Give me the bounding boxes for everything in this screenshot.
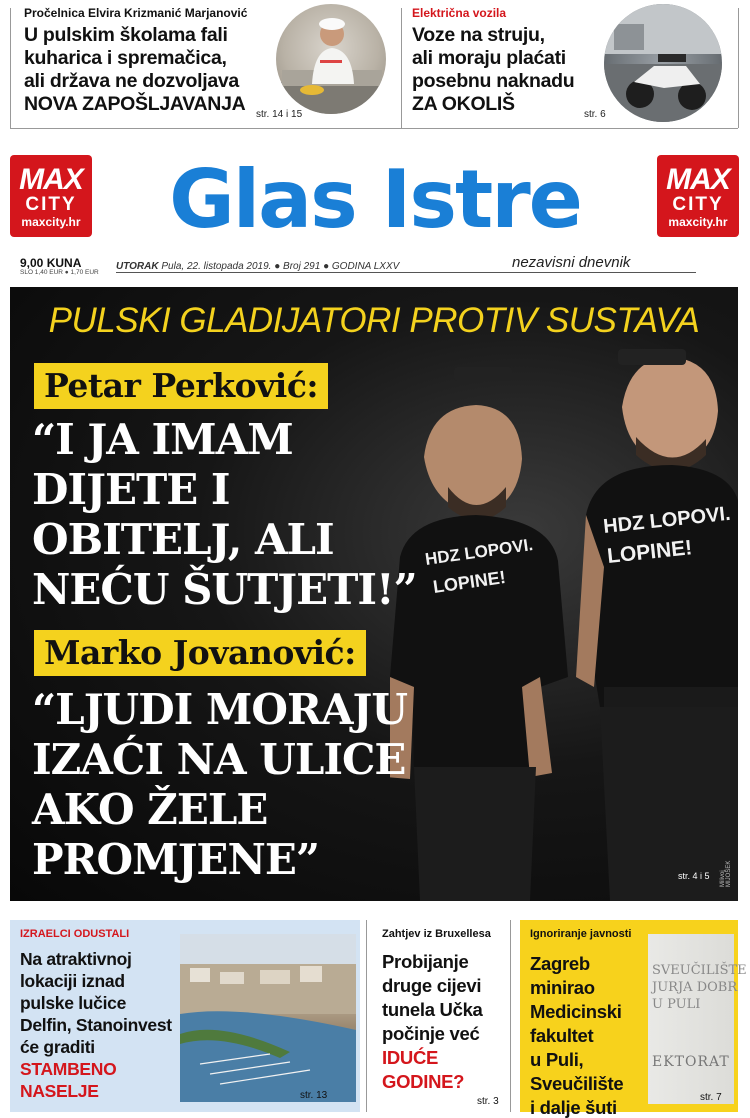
shirt-slogan-right-1: HDZ LOPOVI. [602,502,732,538]
main-story[interactable] [10,287,738,901]
teaser-headline: U pulskim školama fali kuharica i spremačica, ali država ne dozvoljava NOVA ZAPOŠLJAVANJA [24,24,246,115]
dateline-details: Pula, 22. listopada 2019. ● Broj 291 ● GODINA LXXV [158,261,400,272]
story-ucka-tunnel[interactable] [372,920,502,1112]
teaser-page-ref: str. 6 [584,109,606,120]
person-right [576,349,738,901]
teaser-page-ref: str. 14 i 15 [256,109,303,120]
column-divider [10,8,11,128]
story-headline: Probijanje druge cijevi tunela Učka počinje već IDUĆE GODINE? [382,951,483,1092]
teaser-kicker: Električna vozila [412,6,507,20]
story-headline: Zagreb minirao Medicinski fakultet u Puli, Sveučilište i dalje šuti [530,953,624,1118]
main-page-ref: str. 4 i 5 [678,871,710,881]
teaser-headline: Voze na struju, ali moraju plaćati posebnu naknadu ZA OKOLIŠ [412,24,575,115]
column-divider [738,8,739,128]
photo-credit: Milivoj MIJOŠEK [720,860,732,887]
marina-aerial-photo [180,934,356,1102]
cook-photo [276,4,386,114]
shirt-slogan-left-2: LOPINE! [431,566,507,597]
price: 9,00 KUNA [20,256,82,270]
shirt-slogan-left-1: HDZ LOPOVI. [423,535,535,569]
story-kicker: Zahtjev iz Bruxellesa [382,928,491,940]
top-teasers [0,0,750,140]
rectorate-sign-text: EKTORAT [652,1054,730,1070]
scooter-photo [604,4,722,122]
main-supra-headline: PULSKI GLADIJATORI PROTIV SUSTAVA [48,301,700,340]
price-foreign: SLO 1,40 EUR ● 1,70 EUR [20,269,99,276]
story-delfin-housing[interactable] [10,920,360,1112]
university-sign-text: SVEUČILIŠTE JURJA DOBR U PULI [652,963,747,1012]
tagline: nezavisni dnevnik [512,254,631,271]
badge-url: maxcity.hr [668,215,728,229]
quote-1: “I JA IMAM DIJETE I OBITELJ, ALI NEĆU ŠUTJETI!” [32,415,417,614]
protesters-photo [390,347,738,901]
maxcity-badge-left[interactable] [10,155,92,237]
dateline [116,261,399,272]
badge-city: CITY [672,194,724,215]
teaser-electric-vehicles[interactable] [404,0,734,130]
story-page-ref: str. 13 [300,1090,328,1101]
speaker-name-2: Marko Jovanović: [34,630,366,676]
dateline-rule [116,272,696,273]
story-kicker: IZRAELCI ODUSTALI [20,928,130,940]
dateline-day: UTORAK [116,261,159,272]
story-headline: Na atraktivnoj lokaciji iznad pulske lučice Delfin, Stanoinvest će graditi STAMBENO NASELJE [20,949,172,1101]
speaker-name-1: Petar Perković: [34,363,328,409]
story-page-ref: str. 3 [477,1096,499,1107]
column-divider [366,920,367,1112]
badge-max: MAX [19,163,83,196]
quote-2: “LJUDI MORAJU IZAĆI NA ULICE AKO ŽELE PROMJENE” [32,685,407,884]
teaser-bottom-rule [10,128,738,129]
shirt-slogan-right-2: LOPINE! [606,536,694,568]
newspaper-title: Glas Istre [169,153,581,246]
university-sign-photo [648,934,747,1104]
badge-city: CITY [25,194,77,215]
teaser-school-staff[interactable] [16,0,391,130]
story-page-ref: str. 7 [700,1092,722,1103]
badge-max: MAX [666,163,730,196]
story-medical-faculty[interactable] [520,920,747,1118]
teaser-kicker: Pročelnica Elvira Krizmanić Marjanović [24,6,248,20]
column-divider [510,920,511,1112]
maxcity-badge-right[interactable] [657,155,739,237]
column-divider [401,8,402,128]
person-left [390,367,568,901]
badge-url: maxcity.hr [21,215,81,229]
story-kicker: Ignoriranje javnosti [530,928,632,940]
